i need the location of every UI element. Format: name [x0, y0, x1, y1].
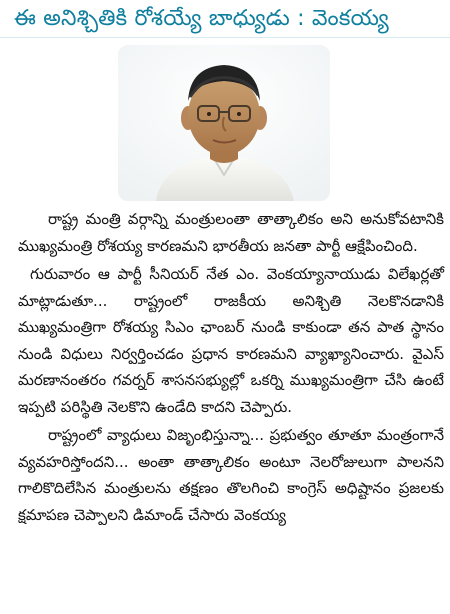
portrait-illustration [118, 45, 330, 201]
paragraph: గురువారం ఆ పార్టీ సీనియర్ నేత ఎం. వెంకయ్యానాయుడు విలేఖర్లతో మాట్లాడుతూ... రాష్ట్రంలో రాజకీయ అనిశ్చితి నెలకొనడానికి ముఖ్యమంత్రిగా రోశయ్య సిఎం ఛాంబర్ నుండి కాకుండా తన పాత స్థానం నుండి విధులు నిర్వర్తించడం ప్రధాన కారణమని వ్యాఖ్యానించారు. వైఎస్ మరణానంతరం గవర్నర్ శాసనసభ్యుల్లో ఒకర్ని ముఖ్యమంత్రిగా చేసి ఉంటే ఇప్పటి పరిస్థితి నెలకొని ఉండేది కాదని చెప్పారు. [18, 265, 444, 416]
portrait-photo [118, 45, 330, 201]
page-title: ఈ అనిశ్చితికి రోశయ్యే బాధ్యుడు : వెంకయ్య [14, 6, 389, 31]
paragraph: రాష్ట్రంలో వ్యాధులు విజృంభిస్తున్నా... ప్రభుత్వం తూతూ మంత్రంగానే వ్యవహరిస్తోందని... అంతా తాత్కాలికం అంటూ నెలరోజులుగా పాలనని గాలికొదిలేసిన మంత్రులను తక్షణం తొలగించి కాంగ్రెస్ అధిష్టానం ప్రజలకు క్షమాపణ చెప్పాలని డిమాండ్ చేసారు వెంకయ్య [18, 426, 444, 524]
paragraph: రాష్ట్ర మంత్రి వర్గాన్ని మంత్రులంతా తాత్కాలికం అని అనుకోవటానికి ముఖ్యమంత్రి రోశయ్య కారణమని భారతీయ జనతా పార్టీ ఆక్షేపించింది. [18, 210, 444, 255]
title-divider [0, 37, 450, 38]
article-body [18, 206, 444, 528]
